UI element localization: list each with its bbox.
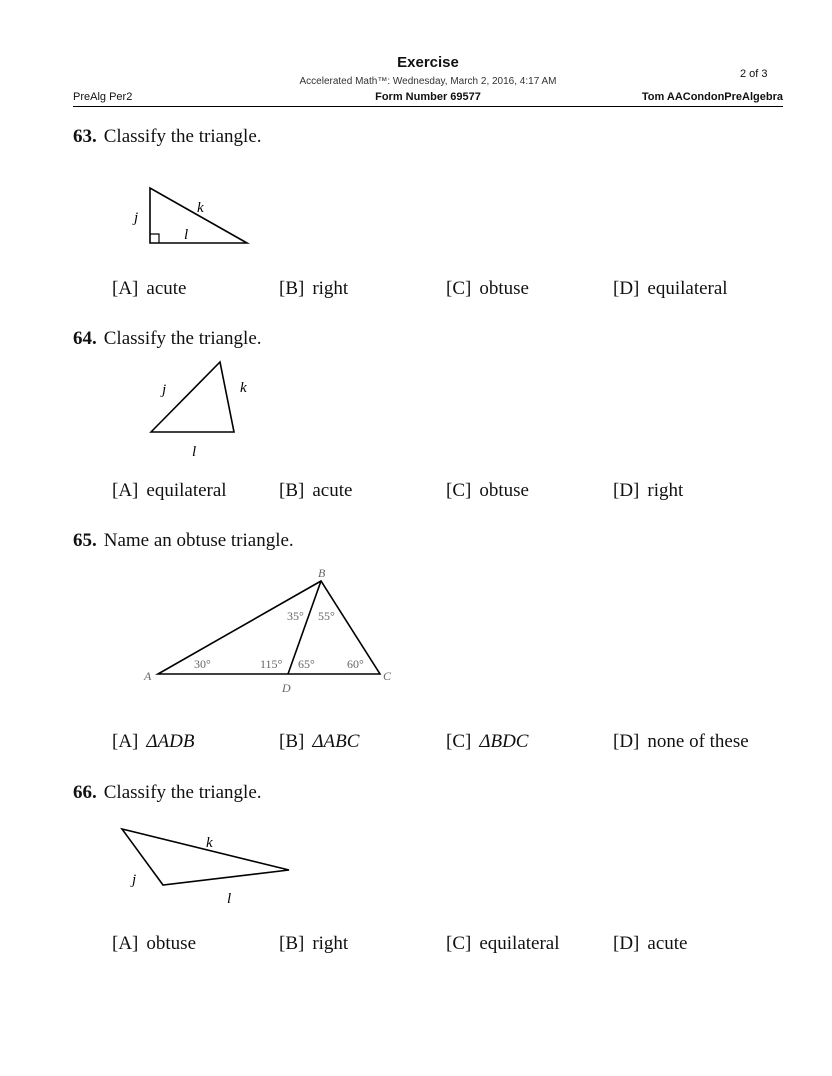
option-text: equilateral: [146, 480, 227, 501]
question-number: 64.: [73, 328, 97, 349]
angle-label-c: 60°: [347, 657, 364, 671]
side-label-l: l: [227, 891, 232, 907]
option-text: obtuse: [146, 933, 196, 954]
option-b[interactable]: [279, 933, 348, 955]
option-b[interactable]: [279, 480, 352, 502]
option-c[interactable]: [446, 480, 529, 502]
side-label-l: l: [192, 444, 197, 460]
option-label: [D]: [613, 933, 640, 954]
worksheet-title: Exercise: [397, 54, 459, 71]
option-label: [D]: [613, 731, 640, 752]
option-label: [B]: [279, 278, 305, 299]
option-text: ΔBDC: [479, 731, 529, 752]
angle-label-bdc: 65°: [298, 657, 315, 671]
option-text: ΔABC: [312, 731, 360, 752]
teacher-name: Tom AACondonPreAlgebra: [641, 91, 783, 103]
option-label: [A]: [112, 933, 139, 954]
angle-label-adb: 115°: [260, 657, 283, 671]
worksheet-subtitle: Accelerated Math™: Wednesday, March 2, 2016, 4:17 AM: [299, 76, 557, 87]
option-a[interactable]: [112, 480, 227, 502]
option-text: obtuse: [479, 480, 529, 501]
angle-label-a: 30°: [194, 657, 211, 671]
option-text: equilateral: [647, 278, 728, 299]
option-b[interactable]: [279, 731, 359, 753]
option-label: [A]: [112, 480, 139, 501]
side-label-l: l: [184, 227, 189, 243]
vertex-label-B: B: [318, 566, 326, 580]
option-text: none of these: [647, 731, 749, 752]
option-c[interactable]: [446, 731, 528, 753]
option-d[interactable]: [613, 731, 749, 753]
question-number: 63.: [73, 126, 97, 147]
option-label: [A]: [112, 278, 139, 299]
option-label: [C]: [446, 933, 472, 954]
class-name: PreAlg Per2: [73, 91, 133, 103]
option-d[interactable]: [613, 480, 683, 502]
side-label-k: k: [197, 200, 204, 216]
question-number: 66.: [73, 782, 97, 803]
question-number: 65.: [73, 530, 97, 551]
option-a[interactable]: [112, 933, 196, 955]
option-c[interactable]: [446, 278, 529, 300]
option-text: acute: [647, 933, 688, 954]
option-a[interactable]: [112, 731, 194, 753]
option-text: equilateral: [479, 933, 560, 954]
option-label: [C]: [446, 480, 472, 501]
option-label: [C]: [446, 731, 472, 752]
option-text: right: [312, 278, 349, 299]
page-indicator: 2 of 3: [740, 68, 768, 80]
option-label: [B]: [279, 933, 305, 954]
vertex-label-A: A: [144, 669, 152, 683]
vertex-label-C: C: [383, 669, 392, 683]
side-label-k: k: [240, 380, 247, 396]
question-prompt: Classify the triangle.: [103, 782, 262, 803]
option-text: acute: [146, 278, 187, 299]
option-d[interactable]: [613, 278, 728, 300]
option-text: obtuse: [479, 278, 529, 299]
option-text: acute: [312, 480, 353, 501]
option-text: right: [312, 933, 349, 954]
question-prompt: Classify the triangle.: [103, 126, 262, 147]
option-c[interactable]: [446, 933, 560, 955]
vertex-label-D: D: [282, 681, 291, 695]
option-d[interactable]: [613, 933, 687, 955]
option-text: ΔADB: [146, 731, 195, 752]
option-a[interactable]: [112, 278, 186, 300]
side-label-k: k: [206, 835, 213, 851]
option-label: [D]: [613, 278, 640, 299]
option-label: [D]: [613, 480, 640, 501]
angle-label-dbc: 55°: [318, 609, 335, 623]
option-label: [A]: [112, 731, 139, 752]
option-label: [B]: [279, 731, 305, 752]
option-text: right: [647, 480, 684, 501]
side-label-j: j: [162, 382, 167, 398]
question-prompt: Name an obtuse triangle.: [103, 530, 294, 551]
angle-label-abd: 35°: [287, 609, 304, 623]
question-prompt: Classify the triangle.: [103, 328, 262, 349]
side-label-j: j: [132, 872, 137, 888]
option-b[interactable]: [279, 278, 348, 300]
form-number: Form Number 69577: [375, 91, 481, 103]
option-label: [C]: [446, 278, 472, 299]
side-label-j: j: [134, 210, 139, 226]
option-label: [B]: [279, 480, 305, 501]
